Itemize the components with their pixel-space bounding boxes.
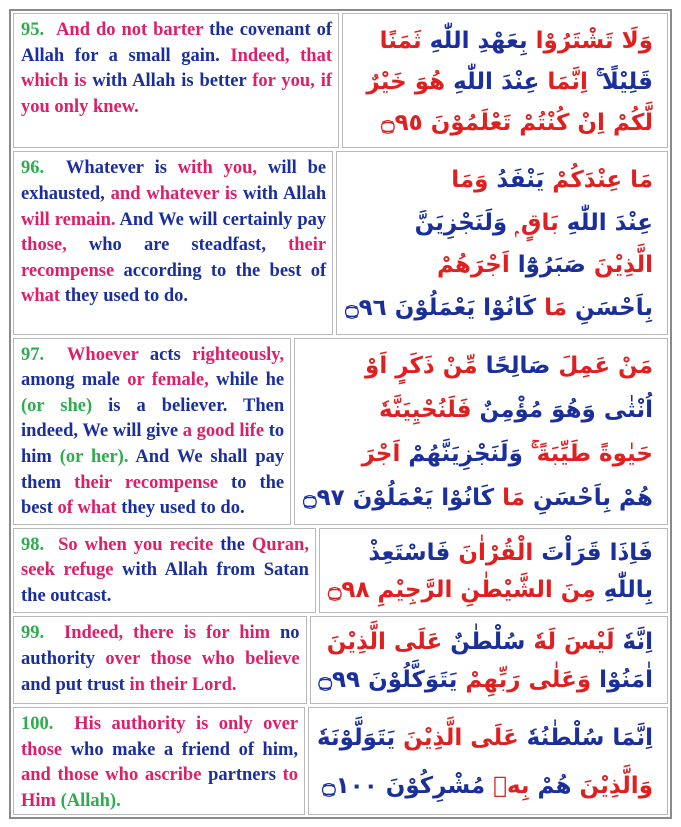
- arabic-segment: فَلَنُحْيِيَنَّهٗ: [379, 397, 472, 424]
- translation-segment: those,: [21, 235, 89, 256]
- translation-segment: no authority: [21, 623, 300, 669]
- arabic-segment: فَاسْتَعِذْ: [368, 540, 451, 567]
- translation-segment: from Satan the outcast.: [21, 560, 309, 606]
- translation-segment: righteously,: [192, 344, 285, 365]
- arabic-line: [328, 577, 653, 603]
- translation-segment: what: [21, 286, 65, 307]
- arabic-segment: يَتَوَكَّلُوْنَ ۝٩٩: [318, 667, 458, 694]
- arabic-cell: [308, 707, 668, 815]
- arabic-line: [351, 110, 653, 136]
- arabic-segment: سُلْطٰنٌ: [442, 629, 526, 656]
- arabic-segment: اَجْرَ: [361, 441, 401, 468]
- translation-cell: [13, 707, 305, 815]
- verse-number: 98.: [21, 534, 45, 555]
- verse-row: [13, 528, 668, 614]
- translation-segment: and those who ascribe: [21, 765, 209, 786]
- arabic-segment: بِهٖ: [485, 773, 530, 799]
- arabic-segment: مِنَ الشَّيْطٰنِ الرَّجِيْمِ ۝٩٨: [327, 576, 596, 603]
- arabic-segment: وَمَا: [451, 166, 489, 193]
- verse-number: 100.: [21, 714, 54, 734]
- arabic-segment: وَلَنَجْزِيَنَّهُمْ: [400, 441, 523, 468]
- arabic-segment: مَا: [536, 295, 568, 322]
- arabic-line: [303, 485, 653, 511]
- verse-row: [13, 151, 668, 334]
- translation-segment: in their Lord.: [129, 674, 237, 695]
- arabic-line: [345, 252, 653, 278]
- verse-row: [13, 616, 668, 704]
- arabic-segment: اِنَّمَا: [539, 68, 588, 95]
- translation-segment: who make a friend of him,: [70, 739, 299, 760]
- arabic-segment: ثَمَنًا: [379, 27, 422, 54]
- arabic-segment: وَلَا تَشْتَرُوْا: [527, 27, 653, 54]
- translation-segment: their recompense: [21, 235, 327, 281]
- verse-row: [13, 13, 668, 148]
- arabic-segment: بِاَحْسَنِ: [567, 295, 653, 322]
- arabic-segment: وَالَّذِيْنَ: [571, 773, 653, 799]
- translation-cell: [13, 616, 307, 704]
- arabic-segment: ۭ وَلَنَجْزِيَنَّ: [414, 209, 516, 236]
- translation-segment: is a believer. Then indeed, We will give: [21, 395, 285, 442]
- arabic-segment: هُمْ: [529, 773, 572, 799]
- translation-segment: the: [220, 534, 252, 555]
- arabic-segment: لَيْسَ لَهٗ: [525, 629, 615, 656]
- translation-segment: Indeed, that which is: [21, 45, 332, 92]
- translation-segment: to Him: [21, 765, 299, 811]
- verse-number: 96.: [21, 158, 45, 179]
- arabic-cell: [319, 528, 668, 614]
- arabic-segment: اُنْثٰى: [595, 397, 653, 424]
- translation-cell: [13, 13, 339, 148]
- arabic-cell: [336, 151, 668, 334]
- translation-segment: with you,: [177, 158, 268, 179]
- arabic-segment: الْقُرْاٰنَ: [450, 540, 534, 567]
- translation-segment: And We will certainly pay: [119, 209, 327, 230]
- arabic-segment: مَا: [494, 484, 526, 511]
- translation-segment: the covenant of Allah: [21, 20, 333, 66]
- translation-segment: seek refuge: [21, 560, 123, 581]
- arabic-line: [345, 167, 653, 193]
- arabic-segment: مُشْرِكُوْنَ ۝١٠٠: [322, 773, 486, 799]
- arabic-segment: هُوَ خَيْرٌ: [366, 68, 446, 95]
- verse-row: [13, 707, 668, 815]
- translation-segment: (or she): [21, 395, 109, 416]
- arabic-segment: يَنْفَدُ: [488, 166, 545, 193]
- arabic-segment: عِنْدَ اللّٰهِ: [558, 209, 653, 236]
- arabic-segment: مَنْ عَمِلَ: [550, 353, 653, 380]
- arabic-segment: عَلَى الَّذِيْنَ: [395, 725, 519, 751]
- arabic-line: [303, 397, 653, 423]
- translation-segment: of what: [57, 498, 122, 519]
- translation-segment: and whatever is: [110, 184, 244, 204]
- arabic-segment: بَاقٍ: [515, 209, 559, 236]
- translation-segment: while he: [216, 370, 285, 391]
- arabic-segment: كَانُوْا يَعْمَلُوْنَ ۝٩٦: [345, 295, 537, 322]
- arabic-line: [351, 28, 653, 54]
- verse-number: 97.: [21, 344, 45, 365]
- verse-row: [13, 338, 668, 525]
- arabic-line: [345, 210, 653, 236]
- arabic-segment: وَعَلٰى رَبِّهِمْ: [457, 667, 592, 694]
- arabic-segment: حَيٰوةً طَيِّبَةً ۚ: [522, 441, 653, 468]
- arabic-segment: اِنَّهٗ: [614, 629, 653, 656]
- arabic-segment: الَّذِيْنَ: [585, 252, 653, 279]
- translation-segment: if you only knew.: [21, 71, 332, 117]
- arabic-segment: عِنْدَ اللّٰهِ: [445, 68, 540, 95]
- arabic-segment: اِنَّمَا سُلْطٰنُهٗ: [518, 725, 653, 751]
- translation-segment: among male: [21, 370, 128, 391]
- translation-segment: Whatever is: [65, 158, 178, 179]
- arabic-line: [319, 667, 653, 693]
- translation-segment: or female,: [127, 370, 217, 391]
- arabic-line: [345, 295, 653, 321]
- arabic-segment: وَهُوَ مُؤْمِنٌ: [471, 397, 596, 424]
- arabic-cell: [310, 616, 668, 704]
- translation-segment: for you,: [252, 71, 321, 92]
- arabic-segment: مَا عِنْدَكُمْ: [544, 166, 653, 193]
- translation-segment: a good life: [182, 421, 269, 442]
- translation-segment: according to the best of: [123, 260, 327, 281]
- translation-segment: partners: [208, 765, 283, 786]
- translation-segment: Whoever: [66, 344, 150, 365]
- translation-segment: with Allah: [243, 184, 327, 204]
- translation-segment: those: [21, 739, 71, 760]
- arabic-line: [303, 353, 653, 379]
- translation-segment: will be exhausted,: [21, 158, 327, 204]
- arabic-segment: يَتَوَلَّوْنَهٗ: [317, 725, 396, 751]
- translation-segment: (Allah).: [60, 790, 121, 811]
- translation-segment: who are steadfast,: [88, 235, 289, 256]
- arabic-line: [351, 69, 653, 95]
- translation-segment: And do not barter: [56, 20, 210, 40]
- arabic-segment: صَبَرُوْٓا: [509, 252, 586, 279]
- arabic-cell: [294, 338, 668, 525]
- arabic-cell: [342, 13, 668, 148]
- translation-segment: their recompense: [74, 472, 232, 493]
- translation-segment: over those who believe: [105, 648, 300, 669]
- arabic-segment: كَانُوْا يَعْمَلُوْنَ ۝٩٧: [303, 484, 495, 511]
- translation-cell: [13, 528, 316, 614]
- verse-number: 95.: [21, 20, 45, 40]
- arabic-segment: عَلَى الَّذِيْنَ: [326, 629, 443, 656]
- verse-table: [9, 9, 672, 819]
- translation-segment: to the best: [21, 472, 285, 519]
- arabic-line: [328, 540, 653, 566]
- arabic-line: [319, 629, 653, 655]
- arabic-segment: لَّكُمْ اِنْ كُنْتُمْ تَعْلَمُوْنَ ۝٩٥: [381, 109, 653, 136]
- translation-segment: And We shall pay them: [21, 446, 285, 493]
- translation-segment: will remain.: [21, 209, 120, 230]
- translation-segment: and put trust: [21, 674, 130, 695]
- arabic-line: [303, 441, 653, 467]
- arabic-segment: بِعَهْدِ اللّٰهِ: [421, 27, 528, 54]
- arabic-segment: مِّنْ ذَكَرٍ اَوْ: [365, 353, 478, 380]
- translation-segment: they used to do.: [64, 286, 189, 307]
- arabic-segment: اٰمَنُوْا: [591, 667, 653, 694]
- arabic-segment: صَالِحًا: [477, 353, 551, 380]
- translation-segment: Quran,: [251, 534, 309, 555]
- arabic-line: [317, 773, 653, 799]
- translation-segment: acts: [149, 344, 193, 365]
- translation-segment: His authority is only over: [74, 714, 299, 734]
- arabic-segment: اَجْرَهُمْ: [436, 252, 510, 279]
- arabic-segment: هُمْ بِاَحْسَنِ: [525, 484, 653, 511]
- verse-number: 99.: [21, 623, 45, 644]
- translation-segment: for a small gain.: [74, 45, 231, 66]
- translation-cell: [13, 338, 291, 525]
- arabic-segment: بِاللّٰهِ: [595, 576, 653, 603]
- translation-segment: (or her).: [59, 446, 136, 467]
- translation-cell: [13, 151, 333, 334]
- translation-segment: So when you recite: [58, 534, 221, 555]
- translation-segment: Indeed, there is for him: [64, 623, 280, 644]
- translation-segment: to him: [21, 421, 285, 467]
- arabic-segment: قَلِيْلًا ۚ: [587, 68, 653, 95]
- translation-segment: with Allah is better: [92, 71, 253, 92]
- translation-segment: with Allah: [122, 560, 217, 581]
- arabic-segment: فَاِذَا قَرَاْتَ: [533, 540, 653, 567]
- arabic-line: [317, 725, 653, 751]
- translation-segment: they used to do.: [121, 498, 245, 519]
